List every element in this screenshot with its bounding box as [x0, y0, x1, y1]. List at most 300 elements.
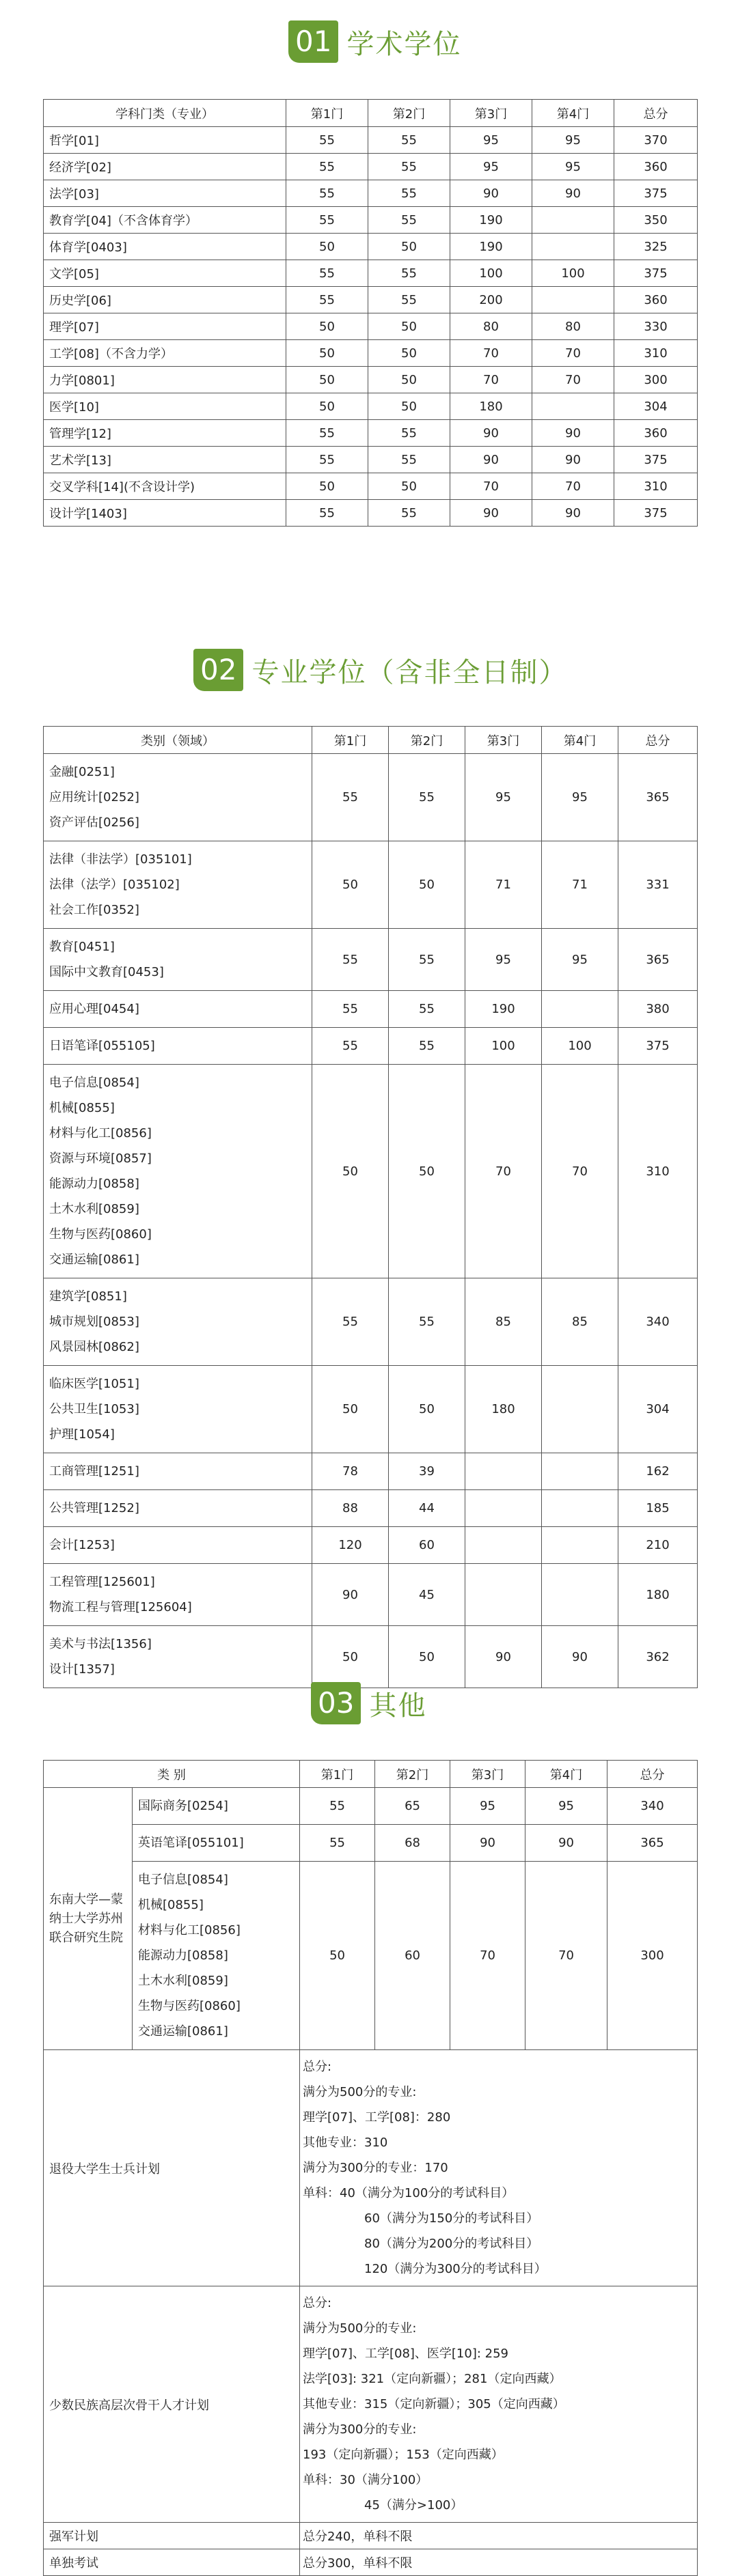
- table-row: [44, 1788, 698, 1825]
- category-name: 机械[0855]: [138, 1898, 204, 1912]
- score-cell: 90: [532, 447, 614, 473]
- score-cell: 180: [450, 393, 532, 420]
- score-cell: 304: [614, 393, 698, 420]
- category-name: 资产评估[0256]: [49, 815, 139, 830]
- score-cell: 95: [532, 154, 614, 180]
- score-cell: 50: [368, 340, 450, 367]
- table-row: [44, 1366, 698, 1453]
- table-row: [44, 234, 698, 260]
- score-cell: [542, 1527, 618, 1564]
- table-row: [44, 1862, 698, 2050]
- table-row: [44, 127, 698, 154]
- score-cell: 90: [465, 1626, 542, 1688]
- description-line: 满分为500分的专业:: [303, 2085, 417, 2099]
- table-row: [44, 420, 698, 447]
- score-cell: [532, 234, 614, 260]
- column-header: 第3门: [465, 727, 542, 754]
- score-cell: 90: [450, 500, 532, 527]
- score-cell: 90: [525, 1825, 607, 1862]
- score-cell: 55: [312, 1278, 389, 1366]
- score-cell: 190: [450, 207, 532, 234]
- description-line: 其他专业：315（定向新疆）；305（定向西藏）: [303, 2397, 565, 2411]
- score-cell: 185: [618, 1490, 698, 1527]
- table-row: [44, 340, 698, 367]
- subject-name: 管理学[12]: [44, 420, 286, 447]
- table-row: [44, 1527, 698, 1564]
- category-name: 法律（法学）[035102]: [49, 878, 180, 892]
- subject-name: 历史学[06]: [44, 287, 286, 313]
- score-cell: 375: [618, 1028, 698, 1065]
- column-header: 第2门: [368, 100, 450, 127]
- score-cell: 100: [532, 260, 614, 287]
- section-2-heading: [193, 649, 567, 691]
- category-cell: [44, 1527, 312, 1564]
- score-cell: 310: [614, 340, 698, 367]
- description-line: 单科：40（满分为100分的考试科目）: [303, 2186, 515, 2200]
- score-cell: [542, 1490, 618, 1527]
- subject-name: 力学[0801]: [44, 367, 286, 393]
- column-header: 第3门: [450, 100, 532, 127]
- category-name: 交通运输[0861]: [138, 2024, 228, 2039]
- score-cell: 180: [465, 1366, 542, 1453]
- score-cell: 50: [312, 1065, 389, 1278]
- score-cell: 70: [525, 1862, 607, 2050]
- category-cell: [133, 1825, 300, 1862]
- score-cell: [465, 1490, 542, 1527]
- category-name: 能源动力[0858]: [138, 1948, 228, 1963]
- score-cell: 100: [465, 1028, 542, 1065]
- column-header: 第4门: [542, 727, 618, 754]
- program-description: [300, 2286, 698, 2523]
- category-name: 工程管理[125601]: [49, 1575, 155, 1589]
- score-cell: 70: [542, 1065, 618, 1278]
- category-cell: [44, 929, 312, 991]
- description-line: 满分为300分的专业：170: [303, 2161, 448, 2175]
- description-line: 法学[03]: 321（定向新疆）；281（定向西藏）: [303, 2372, 562, 2386]
- category-name: 设计[1357]: [49, 1662, 115, 1677]
- score-cell: 95: [465, 929, 542, 991]
- column-header: 第4门: [525, 1761, 607, 1788]
- table-header-row: [44, 100, 698, 127]
- table-row: [44, 754, 698, 841]
- category-name: 护理[1054]: [49, 1427, 115, 1442]
- program-label: 单独考试: [44, 2549, 300, 2576]
- score-cell: 55: [312, 991, 389, 1028]
- score-cell: 70: [450, 473, 532, 500]
- score-cell: 70: [450, 367, 532, 393]
- score-cell: [532, 207, 614, 234]
- score-cell: 68: [375, 1825, 450, 1862]
- score-cell: 340: [618, 1278, 698, 1366]
- academic-degree-table: [43, 99, 698, 527]
- score-cell: [465, 1453, 542, 1490]
- professional-degree-table: [43, 726, 698, 1688]
- category-cell: [44, 841, 312, 929]
- score-cell: 200: [450, 287, 532, 313]
- score-cell: 60: [389, 1527, 465, 1564]
- score-cell: 55: [312, 1028, 389, 1065]
- category-name: 材料与化工[0856]: [138, 1923, 241, 1937]
- score-cell: 55: [389, 754, 465, 841]
- section-3-heading: [311, 1682, 426, 1724]
- score-cell: 39: [389, 1453, 465, 1490]
- score-cell: 55: [368, 420, 450, 447]
- description-line: 满分为500分的专业:: [303, 2321, 417, 2336]
- score-cell: 70: [532, 340, 614, 367]
- description-line: 120（满分为300分的考试科目）: [364, 2262, 547, 2276]
- table-row: [44, 1453, 698, 1490]
- category-name: 物流工程与管理[125604]: [49, 1600, 192, 1614]
- score-cell: 350: [614, 207, 698, 234]
- score-cell: 190: [450, 234, 532, 260]
- score-cell: 310: [614, 473, 698, 500]
- section-2-title: 专业学位（含非全日制）: [251, 656, 568, 688]
- table-row: [44, 1564, 698, 1626]
- score-cell: 360: [614, 420, 698, 447]
- column-header: 第1门: [300, 1761, 375, 1788]
- description-line: 总分:: [303, 2060, 332, 2074]
- score-cell: [532, 287, 614, 313]
- score-cell: 90: [450, 447, 532, 473]
- score-cell: [542, 1564, 618, 1626]
- score-cell: 50: [389, 841, 465, 929]
- table-row: [44, 841, 698, 929]
- table-header-row: [44, 727, 698, 754]
- score-cell: 90: [542, 1626, 618, 1688]
- score-cell: 45: [389, 1564, 465, 1626]
- category-name: 美术与书法[1356]: [49, 1637, 152, 1651]
- category-name: 城市规划[0853]: [49, 1315, 139, 1329]
- score-cell: 55: [286, 500, 368, 527]
- table-row: [44, 447, 698, 473]
- score-cell: 50: [389, 1065, 465, 1278]
- category-name: 法律（非法学）[035101]: [49, 852, 192, 867]
- category-cell: [44, 1626, 312, 1688]
- table-row: [44, 473, 698, 500]
- category-cell: [44, 1564, 312, 1626]
- score-cell: 190: [465, 991, 542, 1028]
- score-cell: 362: [618, 1626, 698, 1688]
- score-cell: [532, 393, 614, 420]
- score-cell: 50: [368, 234, 450, 260]
- subject-name: 经济学[02]: [44, 154, 286, 180]
- column-header: 第1门: [312, 727, 389, 754]
- program-label: 强军计划: [44, 2523, 300, 2549]
- description-line: 60（满分为150分的考试科目）: [364, 2211, 539, 2226]
- category-name: 电子信息[0854]: [49, 1076, 139, 1090]
- score-cell: 50: [286, 473, 368, 500]
- section-1-heading: [288, 20, 461, 63]
- subject-name: 交叉学科[14](不含设计学): [44, 473, 286, 500]
- score-cell: 370: [614, 127, 698, 154]
- table-row: [44, 207, 698, 234]
- category-name: 土木水利[0859]: [138, 1974, 228, 1988]
- description-line: 45（满分>100）: [364, 2498, 463, 2512]
- score-cell: 325: [614, 234, 698, 260]
- description-line: 满分为300分的专业:: [303, 2422, 417, 2437]
- column-header: 第2门: [389, 727, 465, 754]
- category-cell: [44, 1366, 312, 1453]
- category-cell: [44, 1028, 312, 1065]
- column-header: 第3门: [450, 1761, 525, 1788]
- score-cell: 50: [312, 841, 389, 929]
- category-name: 会计[1253]: [49, 1538, 115, 1552]
- category-name: 工商管理[1251]: [49, 1464, 139, 1479]
- category-name: 生物与医药[0860]: [49, 1227, 152, 1242]
- score-cell: 50: [368, 473, 450, 500]
- table-row: [44, 367, 698, 393]
- category-name: 能源动力[0858]: [49, 1177, 139, 1191]
- description-line: 193（定向新疆）；153（定向西藏）: [303, 2448, 504, 2462]
- subject-name: 教育学[04]（不含体育学）: [44, 207, 286, 234]
- table-row: [44, 1028, 698, 1065]
- section-1-title: 学术学位: [346, 28, 462, 60]
- score-cell: 300: [607, 1862, 698, 2050]
- subject-name: 文学[05]: [44, 260, 286, 287]
- category-cell: [44, 1490, 312, 1527]
- description-line: 其他专业：310: [303, 2136, 388, 2150]
- subject-name: 体育学[0403]: [44, 234, 286, 260]
- table-row: [44, 1626, 698, 1688]
- score-cell: 360: [614, 287, 698, 313]
- table-row: [44, 500, 698, 527]
- category-name: 生物与医药[0860]: [138, 1999, 241, 2013]
- score-cell: 375: [614, 260, 698, 287]
- category-name: 英语笔译[055101]: [138, 1836, 244, 1850]
- score-cell: 60: [375, 1862, 450, 2050]
- score-cell: 375: [614, 500, 698, 527]
- score-cell: 55: [368, 260, 450, 287]
- score-cell: 340: [607, 1788, 698, 1825]
- score-cell: 55: [286, 260, 368, 287]
- subject-name: 理学[07]: [44, 313, 286, 340]
- program-description: 总分300，单科不限: [300, 2549, 698, 2576]
- description-line: 理学[07]、工学[08]：280: [303, 2110, 451, 2125]
- score-cell: 71: [465, 841, 542, 929]
- description-line: 总分:: [303, 2296, 332, 2310]
- score-cell: 50: [300, 1862, 375, 2050]
- score-cell: 70: [532, 367, 614, 393]
- score-cell: 70: [450, 1862, 525, 2050]
- score-cell: 85: [542, 1278, 618, 1366]
- table-row: [44, 260, 698, 287]
- score-cell: 50: [286, 313, 368, 340]
- column-header: 总分: [607, 1761, 698, 1788]
- score-cell: 55: [368, 154, 450, 180]
- column-header: 总分: [614, 100, 698, 127]
- subject-name: 哲学[01]: [44, 127, 286, 154]
- score-cell: 50: [368, 367, 450, 393]
- score-cell: 44: [389, 1490, 465, 1527]
- score-cell: 360: [614, 154, 698, 180]
- description-line: 80（满分为200分的考试科目）: [364, 2237, 539, 2251]
- program-description: [300, 2050, 698, 2286]
- category-name: 教育[0451]: [49, 940, 115, 954]
- table-header-row: [44, 1761, 698, 1788]
- category-name: 金融[0251]: [49, 765, 115, 779]
- score-cell: 90: [450, 180, 532, 207]
- score-cell: 55: [300, 1825, 375, 1862]
- score-cell: 50: [389, 1366, 465, 1453]
- category-name: 应用心理[0454]: [49, 1002, 139, 1016]
- score-cell: 50: [286, 393, 368, 420]
- table-row: [44, 2549, 698, 2576]
- category-cell: [44, 1065, 312, 1278]
- table-row: [44, 313, 698, 340]
- category-name: 交通运输[0861]: [49, 1252, 139, 1267]
- column-header: 第4门: [532, 100, 614, 127]
- category-name: 机械[0855]: [49, 1101, 115, 1115]
- table-row: [44, 929, 698, 991]
- score-cell: 55: [286, 207, 368, 234]
- category-name: 电子信息[0854]: [138, 1873, 228, 1887]
- score-cell: 70: [450, 340, 532, 367]
- score-cell: 80: [450, 313, 532, 340]
- table-row: [44, 154, 698, 180]
- score-cell: 100: [542, 1028, 618, 1065]
- score-cell: 50: [368, 393, 450, 420]
- category-cell: [44, 1453, 312, 1490]
- column-header: 类别（领域）: [44, 727, 312, 754]
- category-name: 风景园林[0862]: [49, 1340, 139, 1354]
- table-row: [44, 991, 698, 1028]
- table-row: [44, 1825, 698, 1862]
- category-name: 社会工作[0352]: [49, 903, 139, 917]
- description-line: 单科：30（满分100）: [303, 2473, 428, 2487]
- table-row: [44, 2523, 698, 2549]
- category-cell: [44, 1278, 312, 1366]
- score-cell: 55: [368, 287, 450, 313]
- score-cell: 65: [375, 1788, 450, 1825]
- score-cell: 300: [614, 367, 698, 393]
- other-programs-table: [43, 1760, 698, 2576]
- score-cell: 120: [312, 1527, 389, 1564]
- score-cell: 180: [618, 1564, 698, 1626]
- subject-name: 工学[08]（不含力学）: [44, 340, 286, 367]
- score-cell: 90: [312, 1564, 389, 1626]
- score-cell: 50: [286, 340, 368, 367]
- table-row: [44, 2286, 698, 2523]
- institution-label: 东南大学—蒙纳士大学苏州联合研究生院: [44, 1788, 133, 2050]
- program-label: 少数民族高层次骨干人才计划: [44, 2286, 300, 2523]
- score-cell: 95: [542, 754, 618, 841]
- score-cell: [465, 1564, 542, 1626]
- category-cell: [44, 991, 312, 1028]
- score-cell: 50: [286, 367, 368, 393]
- score-cell: 50: [312, 1626, 389, 1688]
- score-cell: 55: [286, 420, 368, 447]
- category-cell: [44, 754, 312, 841]
- column-header: 总分: [618, 727, 698, 754]
- section-3-number: 03: [311, 1682, 361, 1724]
- category-cell: [133, 1788, 300, 1825]
- score-cell: 90: [532, 420, 614, 447]
- column-header: 第2门: [375, 1761, 450, 1788]
- table-row: [44, 287, 698, 313]
- score-cell: 55: [312, 754, 389, 841]
- score-cell: 55: [368, 207, 450, 234]
- category-name: 建筑学[0851]: [49, 1289, 127, 1304]
- score-cell: 304: [618, 1366, 698, 1453]
- score-cell: 55: [389, 991, 465, 1028]
- category-name: 资源与环境[0857]: [49, 1151, 152, 1166]
- score-cell: 210: [618, 1527, 698, 1564]
- category-name: 国际商务[0254]: [138, 1799, 228, 1813]
- score-cell: 55: [368, 180, 450, 207]
- score-cell: [465, 1527, 542, 1564]
- category-name: 国际中文教育[0453]: [49, 965, 164, 979]
- score-cell: 95: [525, 1788, 607, 1825]
- score-cell: 162: [618, 1453, 698, 1490]
- score-cell: 55: [389, 1028, 465, 1065]
- table-row: [44, 2050, 698, 2286]
- score-cell: 55: [389, 929, 465, 991]
- score-cell: 55: [389, 1278, 465, 1366]
- score-cell: 55: [286, 447, 368, 473]
- score-cell: 55: [300, 1788, 375, 1825]
- score-cell: 55: [312, 929, 389, 991]
- table-row: [44, 1065, 698, 1278]
- category-name: 材料与化工[0856]: [49, 1126, 152, 1140]
- table-row: [44, 1490, 698, 1527]
- table-row: [44, 1278, 698, 1366]
- score-cell: 100: [450, 260, 532, 287]
- score-cell: 70: [465, 1065, 542, 1278]
- score-cell: 85: [465, 1278, 542, 1366]
- subject-name: 设计学[1403]: [44, 500, 286, 527]
- score-cell: 50: [389, 1626, 465, 1688]
- subject-name: 法学[03]: [44, 180, 286, 207]
- score-cell: 55: [286, 287, 368, 313]
- score-cell: 90: [532, 500, 614, 527]
- score-cell: 55: [368, 500, 450, 527]
- score-cell: 331: [618, 841, 698, 929]
- program-description: 总分240，单科不限: [300, 2523, 698, 2549]
- score-cell: 55: [368, 127, 450, 154]
- score-cell: 95: [465, 754, 542, 841]
- column-header: 类 别: [44, 1761, 300, 1788]
- category-name: 公共管理[1252]: [49, 1501, 139, 1515]
- score-cell: 80: [532, 313, 614, 340]
- category-name: 土木水利[0859]: [49, 1202, 139, 1216]
- score-cell: 78: [312, 1453, 389, 1490]
- score-cell: 95: [450, 127, 532, 154]
- score-cell: 50: [368, 313, 450, 340]
- score-cell: 95: [542, 929, 618, 991]
- score-cell: 50: [286, 234, 368, 260]
- category-name: 日语笔译[055105]: [49, 1039, 155, 1053]
- score-cell: 375: [614, 447, 698, 473]
- category-cell: [133, 1862, 300, 2050]
- category-name: 公共卫生[1053]: [49, 1402, 139, 1416]
- program-label: 退役大学生士兵计划: [44, 2050, 300, 2286]
- category-name: 临床医学[1051]: [49, 1377, 139, 1391]
- section-1-number: 01: [288, 20, 338, 63]
- score-cell: 95: [450, 1788, 525, 1825]
- score-cell: 55: [286, 127, 368, 154]
- column-header: 第1门: [286, 100, 368, 127]
- score-cell: 365: [618, 929, 698, 991]
- score-cell: [542, 991, 618, 1028]
- score-cell: 88: [312, 1490, 389, 1527]
- score-cell: [542, 1453, 618, 1490]
- score-cell: 365: [607, 1825, 698, 1862]
- score-cell: 95: [450, 154, 532, 180]
- score-cell: 55: [286, 154, 368, 180]
- score-cell: 380: [618, 991, 698, 1028]
- score-cell: 55: [368, 447, 450, 473]
- description-line: 理学[07]、工学[08]、医学[10]: 259: [303, 2347, 509, 2361]
